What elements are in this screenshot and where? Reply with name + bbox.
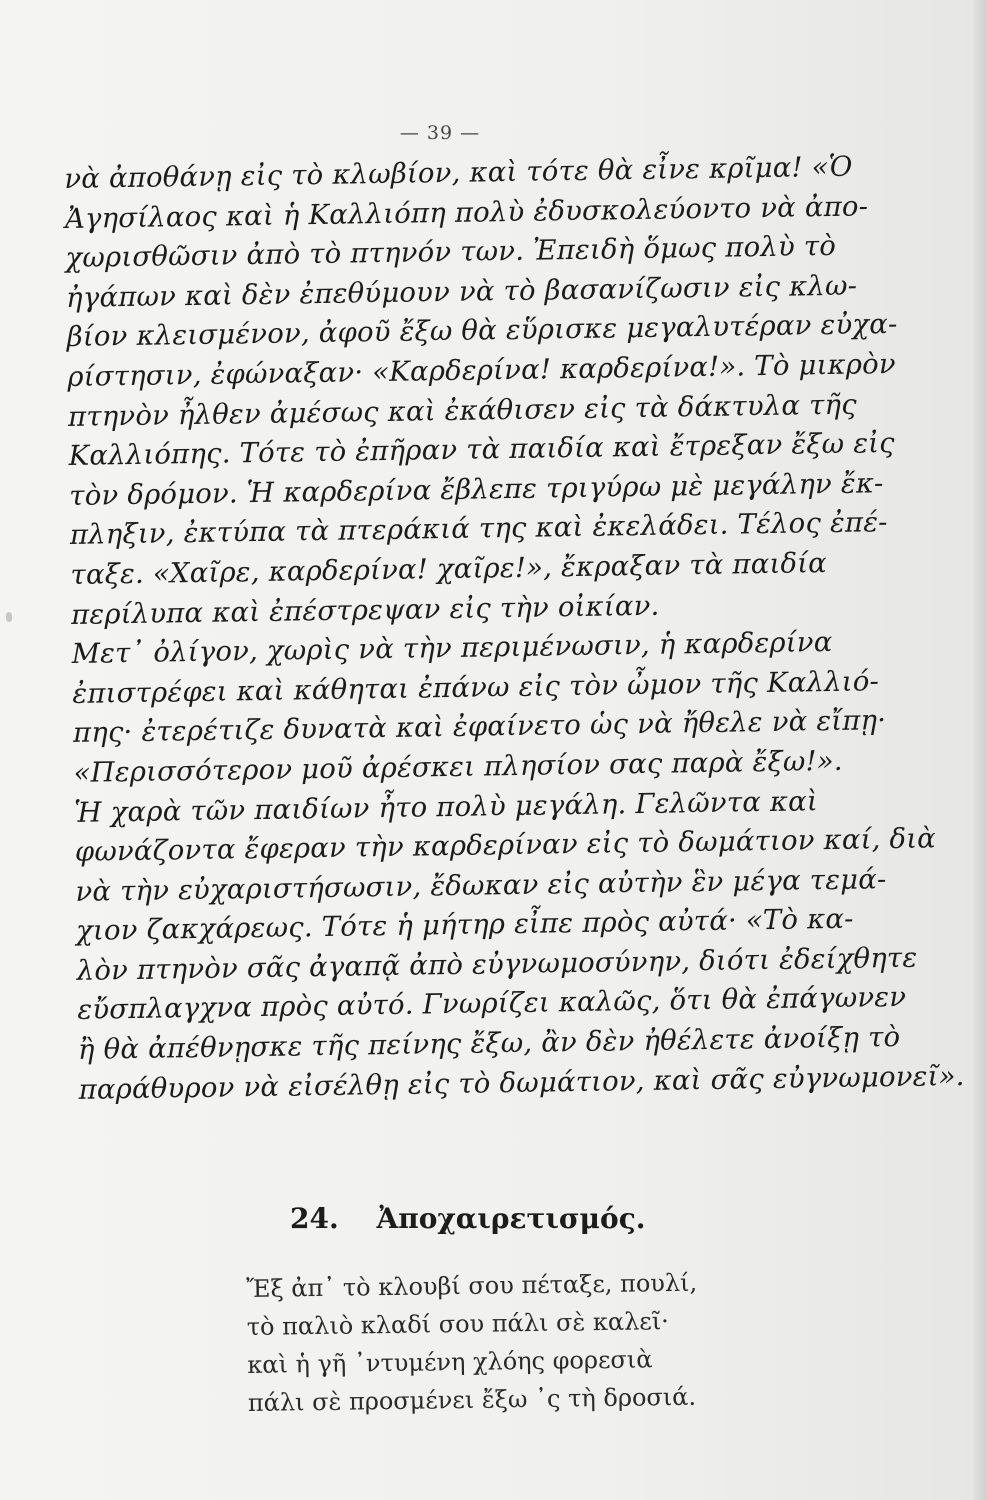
page-edge-shadow: [973, 0, 987, 1500]
section-number: 24.: [290, 1202, 339, 1235]
prose-line: φωνάζοντα ἔφεραν τὴν καρδερίναν εἰς τὸ δωμάτιον καί, διὰ: [74, 822, 937, 869]
prose-line: εὔσπλαγχνα πρὸς αὐτό. Γνωρίζει καλῶς, ὅτι θὰ ἐπάγωνεν: [77, 981, 907, 1027]
prose-line: τὸν δρόμον. Ἡ καρδερίνα ἔβλεπε τριγύρω μὲ μεγάλην ἔκ-: [69, 466, 884, 512]
poem-line: Ἔξ ἀπ᾽ τὸ κλουβί σου πέταξε, πουλί,: [246, 1268, 698, 1303]
prose-line: ταξε. «Χαῖρε, καρδερίνα! χαῖρε!», ἔκραξαν τὰ παιδία: [70, 547, 828, 591]
prose-line: Ἀγησίλαος καὶ ἡ Καλλιόπη πολὺ ἐδυσκολεύοντο νὰ ἀπο-: [64, 189, 869, 235]
prose-block: [64, 148, 965, 1111]
prose-line: βίον κλεισμένον, ἀφοῦ ἔξω θὰ εὕρισκε μεγαλυτέραν εὐχα-: [66, 308, 898, 354]
page-number: — 39 —: [399, 122, 481, 144]
prose-line: περίλυπα καὶ ἐπέστρεψαν εἰς τὴν οἰκίαν.: [70, 589, 660, 631]
prose-line: χωρισθῶσιν ἀπὸ τὸ πτηνόν των. Ἐπειδὴ ὅμως πολὺ τὸ: [65, 230, 837, 275]
poem-line: πάλι σὲ προσμένει ἔξω ᾽ς τὴ δροσιά.: [247, 1382, 697, 1417]
prose-line: ἢ θὰ ἀπέθνῃσκε τῆς πείνης ἔξω, ἂν δὲν ἠθέλετε ἀνοίξῃ τὸ: [77, 1021, 901, 1066]
prose-line: νὰ ἀποθάνῃ εἰς τὸ κλωβίον, καὶ τότε θὰ εἶνε κρῖμα! «Ὁ: [64, 150, 853, 195]
prose-line: χιον ζακχάρεως. Τότε ἡ μήτηρ εἶπε πρὸς αὐτά· «Τὸ κα-: [75, 902, 854, 948]
prose-line: Καλλιόπης. Τότε τὸ ἐπῆραν τὰ παιδία καὶ ἔτρεξαν ἔξω εἰς: [68, 427, 895, 473]
ink-smudge: [6, 612, 12, 622]
prose-line: πληξιν, ἐκτύπα τὰ πτεράκιά της καὶ ἐκελάδει. Τέλος ἐπέ-: [69, 506, 888, 552]
prose-line: πτηνὸν ἦλθεν ἀμέσως καὶ ἐκάθισεν εἰς τὰ δάκτυλα τῆς: [67, 388, 858, 433]
prose-line: λὸν πτηνὸν σᾶς ἀγαπᾷ ἀπὸ εὐγνωμοσύνην, διότι ἐδείχθητε: [76, 941, 918, 987]
prose-line: ρίστησιν, ἐφώναξαν· «Καρδερίνα! καρδερίνα!». Τὸ μικρὸν: [67, 347, 897, 393]
poem-line: καὶ ἡ γῆ ᾽ντυμένη χλόης φορεσιὰ: [247, 1345, 653, 1379]
poem-line: τὸ παλιὸ κλαδί σου πάλι σὲ καλεῖ·: [246, 1307, 669, 1341]
prose-line: παράθυρον νὰ εἰσέλθῃ εἰς τὸ δωμάτιον, καὶ σᾶς εὐγνωμονεῖ».: [78, 1059, 965, 1106]
poem-block: [246, 1263, 768, 1422]
prose-line: Ἡ χαρὰ τῶν παιδίων ἦτο πολὺ μεγάλη. Γελῶντα καὶ: [73, 784, 819, 829]
prose-line: νὰ τὴν εὐχαριστήσωσιν, ἔδωκαν εἰς αὐτὴν ἓν μέγα τεμά-: [75, 862, 887, 908]
prose-line: Μετ᾽ ὀλίγον, χωρὶς νὰ τὴν περιμένωσιν, ἡ καρδερίνα: [71, 626, 833, 671]
prose-line: «Περισσότερον μοῦ ἀρέσκει πλησίον σας παρὰ ἔξω!».: [73, 744, 843, 789]
prose-line: ἐπιστρέφει καὶ κάθηται ἐπάνω εἰς τὸν ὦμον τῆς Καλλιό-: [72, 664, 880, 710]
prose-line: πης· ἐτερέτιζε δυνατὰ καὶ ἐφαίνετο ὡς νὰ ἤθελε νὰ εἴπῃ·: [72, 704, 887, 750]
section-title: Ἀποχαιρετισμός.: [376, 1202, 646, 1235]
prose-line: ἠγάπων καὶ δὲν ἐπεθύμουν νὰ τὸ βασανίζωσιν εἰς κλω-: [65, 269, 858, 314]
section-heading: [290, 1202, 646, 1235]
